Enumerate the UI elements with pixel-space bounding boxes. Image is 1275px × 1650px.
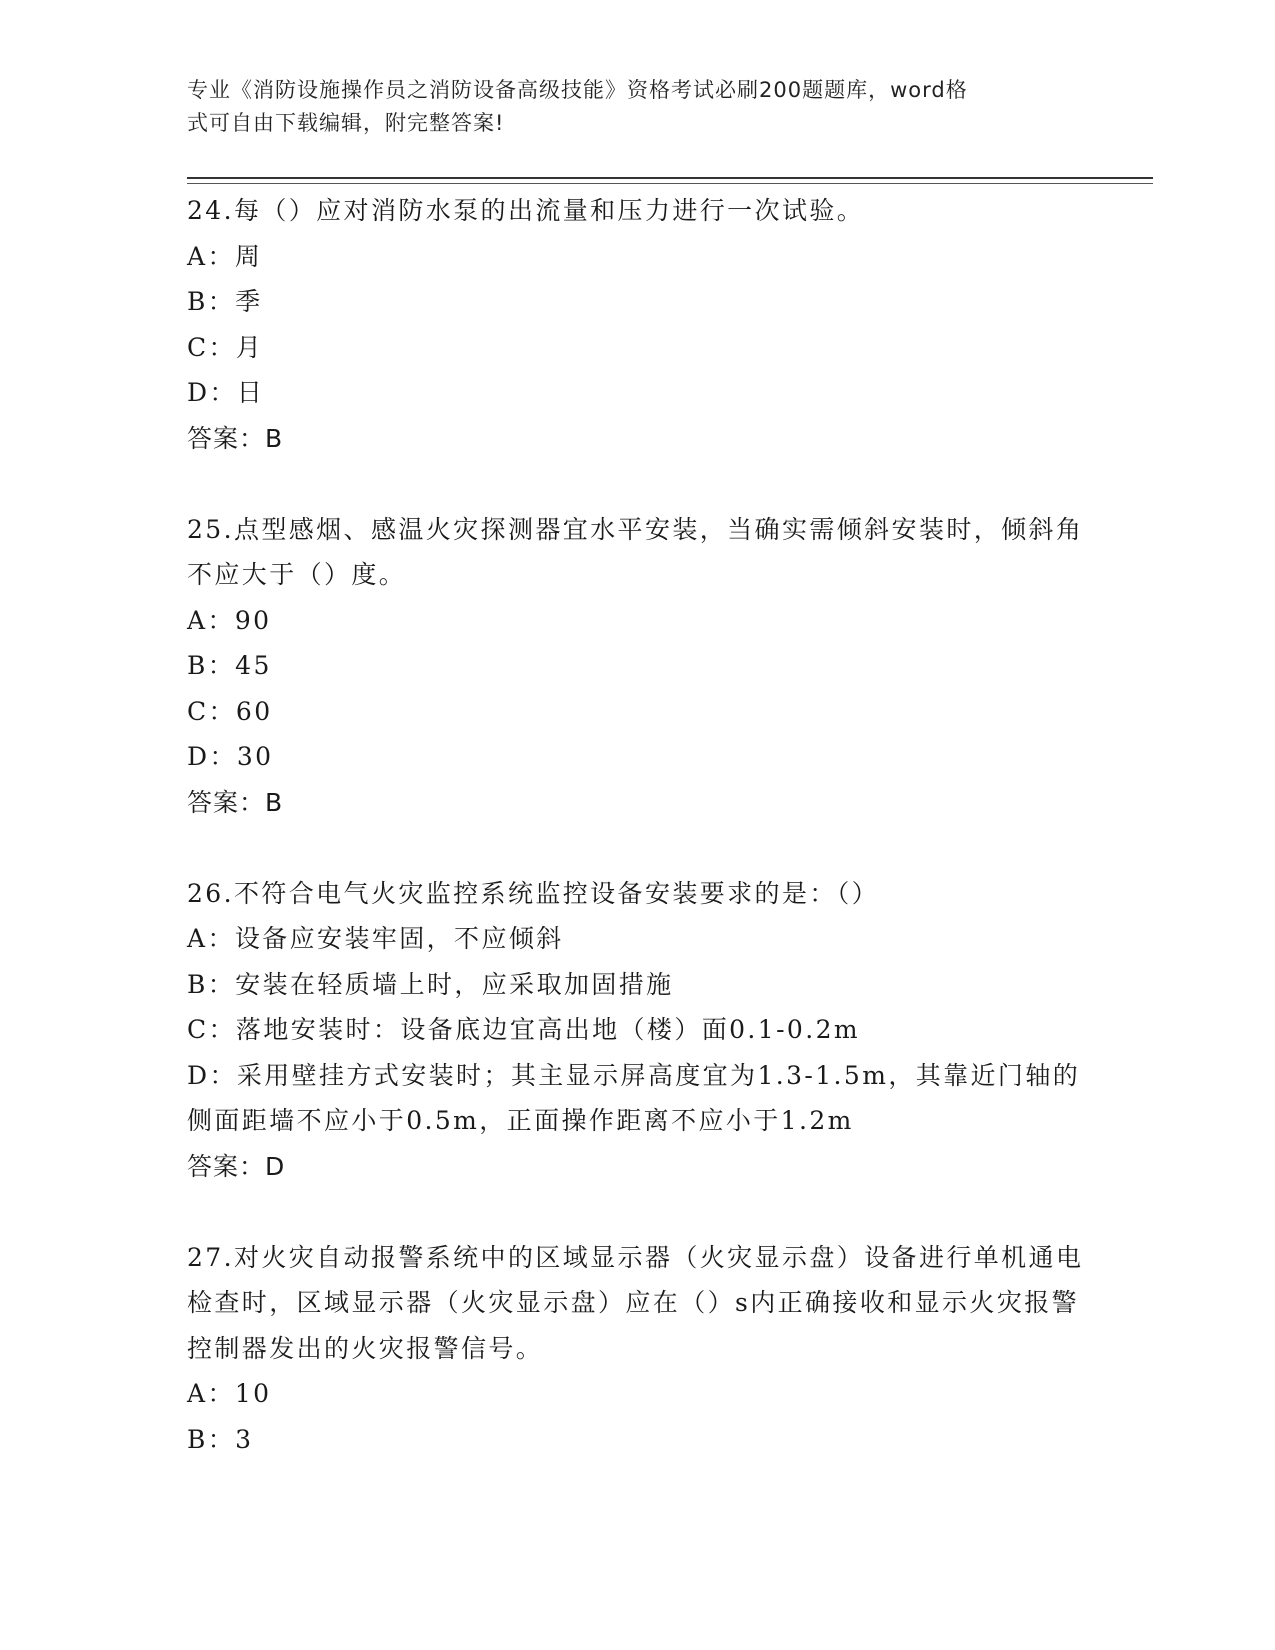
answer-label: 答案：B [187, 423, 284, 453]
document-header [187, 74, 1067, 140]
option-b: B：季 [187, 287, 263, 316]
header-line-1: 专业《消防设施操作员之消防设备高级技能》资格考试必刷200题题库，word格 [187, 78, 968, 102]
question-text: 27.对火灾自动报警系统中的区域显示器（火灾显示盘）设备进行单机通电检查时，区域显示器（火灾显示盘）应在（）s内正确接收和显示火灾报警控制器发出的火灾报警信号。 [187, 1242, 1084, 1363]
question-text: 25.点型感烟、感温火灾探测器宜水平安装，当确实需倾斜安装时，倾斜角不应大于（）度。 [187, 514, 1084, 589]
question-24 [187, 188, 1087, 461]
answer-label: 答案：D [187, 1151, 286, 1181]
option-c: C：月 [187, 332, 264, 362]
option-c: C：落地安装时：设备底边宜高出地（楼）面0.1-0.2m [187, 1015, 860, 1044]
header-line-2: 式可自由下载编辑，附完整答案! [187, 111, 505, 135]
option-d: D：30 [187, 742, 274, 771]
answer-label: 答案：B [187, 787, 284, 817]
question-25 [187, 507, 1087, 826]
option-a: A：10 [187, 1379, 272, 1408]
question-26 [187, 871, 1087, 1190]
option-b: B：3 [187, 1424, 254, 1454]
option-d: D：采用壁挂方式安装时；其主显示屏高度宜为1.3-1.5m，其靠近门轴的侧面距墙不应小于0.5m，正面操作距离不应小于1.2m [187, 1060, 1081, 1135]
question-text: 26.不符合电气火灾监控系统监控设备安装要求的是：（） [187, 878, 880, 908]
header-divider-thick [187, 177, 1153, 179]
header-divider-thin [187, 183, 1153, 184]
option-b: B：45 [187, 651, 272, 680]
option-d: D：日 [187, 378, 265, 407]
option-a: A：90 [187, 605, 272, 635]
question-list [187, 188, 1087, 1462]
option-c: C：60 [187, 696, 273, 726]
question-27 [187, 1235, 1087, 1463]
option-a: A：周 [187, 241, 263, 271]
option-b: B：安装在轻质墙上时，应采取加固措施 [187, 969, 674, 999]
option-a: A：设备应安装牢固，不应倾斜 [187, 924, 564, 953]
question-text: 24.每（）应对消防水泵的出流量和压力进行一次试验。 [187, 196, 865, 225]
